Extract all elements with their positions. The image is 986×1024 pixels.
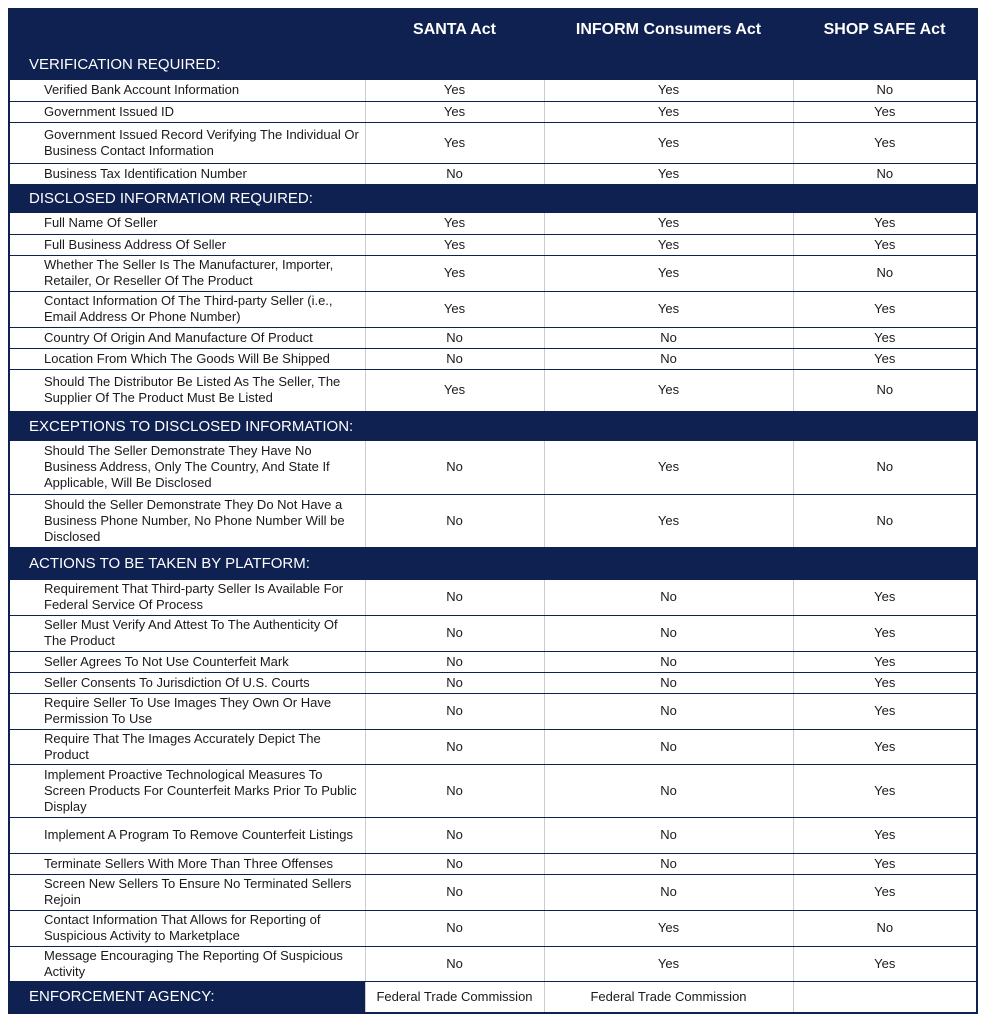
row-label: Whether The Seller Is The Manufacturer, Importer, Retailer, Or Reseller Of The Product <box>10 255 365 291</box>
cell-inform-consumers-act: Yes <box>544 441 793 494</box>
cell-santa-act: Yes <box>365 291 544 327</box>
table-row <box>10 80 976 101</box>
cell-inform-consumers-act: Yes <box>544 291 793 327</box>
row-label: Contact Information Of The Third-party Seller (i.e., Email Address Or Phone Number) <box>10 291 365 327</box>
table-row <box>10 817 976 853</box>
enforcement-agency-row <box>10 981 976 1012</box>
cell-inform-consumers-act: No <box>544 874 793 910</box>
comparison-table <box>10 10 976 1012</box>
cell-santa-act: Yes <box>365 122 544 163</box>
table-row <box>10 441 976 494</box>
cell-shop-safe-act: Yes <box>793 651 976 672</box>
row-label: Should The Seller Demonstrate They Have No Business Address, Only The Country, And State If Applicable, Will Be Disclosed <box>10 441 365 494</box>
row-label: Full Business Address Of Seller <box>10 234 365 255</box>
cell-inform-consumers-act: No <box>544 580 793 615</box>
row-label: Requirement That Third-party Seller Is Available For Federal Service Of Process <box>10 580 365 615</box>
table-row <box>10 369 976 411</box>
row-label: Government Issued Record Verifying The Individual Or Business Contact Information <box>10 122 365 163</box>
row-label: Government Issued ID <box>10 101 365 122</box>
cell-shop-safe-act: Yes <box>793 213 976 234</box>
row-label: Require That The Images Accurately Depict The Product <box>10 729 365 764</box>
table-row <box>10 693 976 729</box>
cell-shop-safe-act: No <box>793 369 976 411</box>
cell-inform-consumers-act: Yes <box>544 910 793 946</box>
cell-shop-safe-act: No <box>793 441 976 494</box>
cell-shop-safe-act: Yes <box>793 122 976 163</box>
header-shop-safe-act: SHOP SAFE Act <box>793 10 976 49</box>
table-row <box>10 494 976 547</box>
cell-shop-safe-act: Yes <box>793 234 976 255</box>
cell-shop-safe-act: Yes <box>793 348 976 369</box>
row-label: Seller Consents To Jurisdiction Of U.S. Courts <box>10 672 365 693</box>
cell-santa-act: No <box>365 615 544 651</box>
table-row <box>10 729 976 764</box>
cell-shop-safe-act: Yes <box>793 817 976 853</box>
table-row <box>10 348 976 369</box>
cell-santa-act: No <box>365 729 544 764</box>
cell-inform-consumers-act: No <box>544 672 793 693</box>
row-label: Should the Seller Demonstrate They Do Not Have a Business Phone Number, No Phone Number Will be Disclosed <box>10 494 365 547</box>
cell-shop-safe-act: No <box>793 910 976 946</box>
cell-santa-act: No <box>365 693 544 729</box>
header-inform-consumers-act: INFORM Consumers Act <box>544 10 793 49</box>
cell-santa-act: No <box>365 874 544 910</box>
cell-shop-safe-act: Yes <box>793 946 976 981</box>
enforcement-inform-consumers-act: Federal Trade Commission <box>544 981 793 1012</box>
cell-inform-consumers-act: No <box>544 327 793 348</box>
cell-santa-act: Yes <box>365 255 544 291</box>
table-row <box>10 946 976 981</box>
cell-shop-safe-act: Yes <box>793 874 976 910</box>
table-row <box>10 651 976 672</box>
table-row <box>10 672 976 693</box>
cell-santa-act: Yes <box>365 80 544 101</box>
table-row <box>10 122 976 163</box>
section-header-row <box>10 547 976 580</box>
table-row <box>10 255 976 291</box>
cell-shop-safe-act: Yes <box>793 672 976 693</box>
section-title: ACTIONS TO BE TAKEN BY PLATFORM: <box>10 547 976 580</box>
cell-inform-consumers-act: No <box>544 817 793 853</box>
row-label: Require Seller To Use Images They Own Or Have Permission To Use <box>10 693 365 729</box>
cell-santa-act: No <box>365 580 544 615</box>
cell-inform-consumers-act: No <box>544 764 793 817</box>
cell-santa-act: No <box>365 348 544 369</box>
row-label: Screen New Sellers To Ensure No Terminated Sellers Rejoin <box>10 874 365 910</box>
row-label: Message Encouraging The Reporting Of Suspicious Activity <box>10 946 365 981</box>
table-row <box>10 234 976 255</box>
cell-santa-act: No <box>365 817 544 853</box>
row-label: Should The Distributor Be Listed As The Seller, The Supplier Of The Product Must Be Listed <box>10 369 365 411</box>
cell-inform-consumers-act: Yes <box>544 213 793 234</box>
cell-inform-consumers-act: No <box>544 348 793 369</box>
section-title: VERIFICATION REQUIRED: <box>10 49 976 80</box>
row-label: Implement Proactive Technological Measures To Screen Products For Counterfeit Marks Prior To Public Display <box>10 764 365 817</box>
section-title: EXCEPTIONS TO DISCLOSED INFORMATION: <box>10 411 976 441</box>
cell-shop-safe-act: Yes <box>793 327 976 348</box>
cell-santa-act: Yes <box>365 101 544 122</box>
cell-shop-safe-act: No <box>793 80 976 101</box>
cell-shop-safe-act: No <box>793 163 976 184</box>
cell-shop-safe-act: Yes <box>793 580 976 615</box>
cell-santa-act: No <box>365 163 544 184</box>
cell-inform-consumers-act: Yes <box>544 234 793 255</box>
table-row <box>10 291 976 327</box>
row-label: Business Tax Identification Number <box>10 163 365 184</box>
table-row <box>10 910 976 946</box>
cell-inform-consumers-act: Yes <box>544 255 793 291</box>
cell-santa-act: No <box>365 764 544 817</box>
table-row <box>10 163 976 184</box>
cell-santa-act: No <box>365 327 544 348</box>
table-row <box>10 327 976 348</box>
table-row <box>10 213 976 234</box>
cell-inform-consumers-act: No <box>544 615 793 651</box>
cell-inform-consumers-act: Yes <box>544 80 793 101</box>
row-label: Country Of Origin And Manufacture Of Product <box>10 327 365 348</box>
cell-santa-act: No <box>365 494 544 547</box>
row-label: Contact Information That Allows for Reporting of Suspicious Activity to Marketplace <box>10 910 365 946</box>
comparison-table-frame <box>8 8 978 1014</box>
cell-shop-safe-act: No <box>793 255 976 291</box>
header-santa-act: SANTA Act <box>365 10 544 49</box>
cell-inform-consumers-act: No <box>544 693 793 729</box>
section-header-row <box>10 411 976 441</box>
row-label: Terminate Sellers With More Than Three Offenses <box>10 853 365 874</box>
table-row <box>10 764 976 817</box>
section-header-row <box>10 184 976 213</box>
cell-inform-consumers-act: Yes <box>544 101 793 122</box>
enforcement-agency-label: ENFORCEMENT AGENCY: <box>10 981 365 1012</box>
cell-inform-consumers-act: Yes <box>544 122 793 163</box>
cell-santa-act: Yes <box>365 369 544 411</box>
cell-shop-safe-act: Yes <box>793 615 976 651</box>
cell-inform-consumers-act: Yes <box>544 163 793 184</box>
enforcement-santa-act: Federal Trade Commission <box>365 981 544 1012</box>
cell-santa-act: No <box>365 853 544 874</box>
cell-shop-safe-act: Yes <box>793 101 976 122</box>
cell-shop-safe-act: Yes <box>793 853 976 874</box>
cell-inform-consumers-act: Yes <box>544 946 793 981</box>
cell-santa-act: Yes <box>365 234 544 255</box>
cell-santa-act: No <box>365 910 544 946</box>
row-label: Seller Must Verify And Attest To The Authenticity Of The Product <box>10 615 365 651</box>
cell-inform-consumers-act: No <box>544 651 793 672</box>
table-row <box>10 874 976 910</box>
table-row <box>10 101 976 122</box>
cell-santa-act: No <box>365 672 544 693</box>
cell-shop-safe-act: Yes <box>793 764 976 817</box>
cell-santa-act: Yes <box>365 213 544 234</box>
header-row <box>10 10 976 49</box>
header-corner <box>10 10 365 49</box>
table-row <box>10 580 976 615</box>
table-row <box>10 615 976 651</box>
cell-shop-safe-act: No <box>793 494 976 547</box>
section-header-row <box>10 49 976 80</box>
table-body <box>10 49 976 1012</box>
row-label: Location From Which The Goods Will Be Shipped <box>10 348 365 369</box>
enforcement-shop-safe-act <box>793 981 976 1012</box>
cell-inform-consumers-act: No <box>544 853 793 874</box>
row-label: Seller Agrees To Not Use Counterfeit Mark <box>10 651 365 672</box>
cell-santa-act: No <box>365 946 544 981</box>
cell-shop-safe-act: Yes <box>793 693 976 729</box>
table-row <box>10 853 976 874</box>
row-label: Implement A Program To Remove Counterfeit Listings <box>10 817 365 853</box>
cell-santa-act: No <box>365 651 544 672</box>
cell-shop-safe-act: Yes <box>793 729 976 764</box>
row-label: Verified Bank Account Information <box>10 80 365 101</box>
row-label: Full Name Of Seller <box>10 213 365 234</box>
cell-santa-act: No <box>365 441 544 494</box>
cell-inform-consumers-act: No <box>544 729 793 764</box>
cell-inform-consumers-act: Yes <box>544 369 793 411</box>
cell-shop-safe-act: Yes <box>793 291 976 327</box>
section-title: DISCLOSED INFORMATIOM REQUIRED: <box>10 184 976 213</box>
cell-inform-consumers-act: Yes <box>544 494 793 547</box>
